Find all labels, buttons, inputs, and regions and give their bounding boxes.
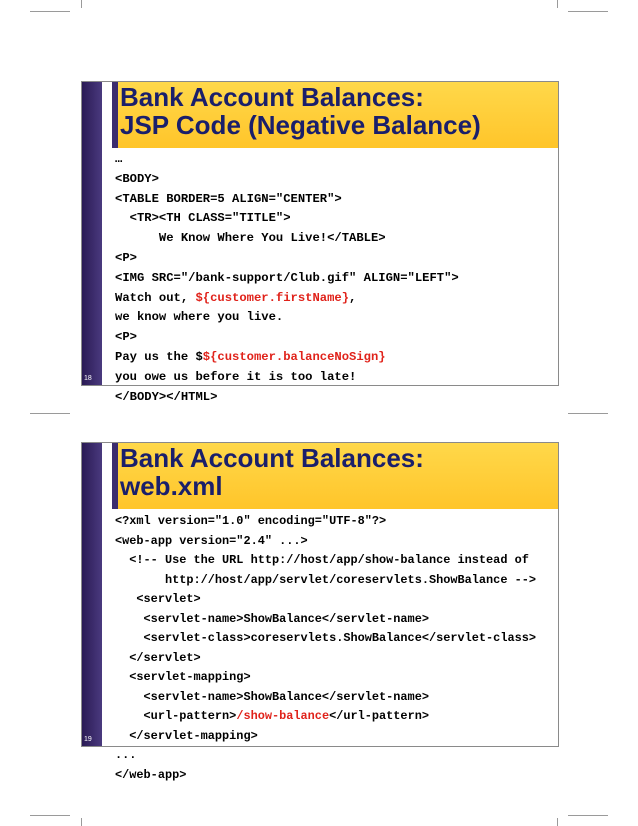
- code-line: We Know Where You Live!</TABLE>: [115, 231, 386, 246]
- banner-accent: [112, 82, 118, 148]
- crop-mark: [30, 413, 70, 414]
- slide-side-bar: [82, 82, 102, 385]
- code-line: </web-app>: [115, 767, 187, 782]
- slide-title-line-1: Bank Account Balances:: [120, 443, 424, 473]
- code-expression-highlight: ${customer.balanceNoSign}: [202, 349, 386, 364]
- code-line: </servlet-mapping>: [115, 728, 258, 743]
- code-text: </url-pattern>: [329, 709, 429, 723]
- code-block: [115, 150, 554, 407]
- code-line: http://host/app/servlet/coreservlets.ShowBalance -->: [115, 572, 536, 587]
- code-expression-highlight: /show-balance: [236, 709, 330, 723]
- crop-mark: [568, 11, 608, 12]
- code-line: <TABLE BORDER=5 ALIGN="CENTER">: [115, 191, 342, 206]
- code-line: [115, 707, 554, 727]
- title-banner: [112, 82, 558, 148]
- code-line: we know where you live.: [115, 310, 284, 325]
- crop-mark: [30, 11, 70, 12]
- code-line: <TR><TH CLASS="TITLE">: [115, 211, 291, 226]
- slide-title: [120, 83, 481, 139]
- slide-side-bar: [82, 443, 102, 746]
- slide-title: [120, 444, 424, 500]
- code-line: <BODY>: [115, 171, 159, 186]
- crop-mark: [81, 0, 82, 8]
- code-line: …: [115, 152, 123, 166]
- code-line: ...: [115, 748, 137, 762]
- code-line: [115, 348, 554, 368]
- code-line: <!-- Use the URL http://host/app/show-balance instead of: [115, 553, 529, 567]
- code-block: [115, 512, 554, 785]
- slide-title-line-2: web.xml: [120, 471, 223, 501]
- code-line: <IMG SRC="/bank-support/Club.gif" ALIGN="LEFT">: [115, 270, 459, 285]
- slide-title-line-2: JSP Code (Negative Balance): [120, 110, 481, 140]
- banner-accent: [112, 443, 118, 509]
- crop-mark: [568, 815, 608, 816]
- crop-mark: [81, 818, 82, 826]
- slide-number: 19: [84, 736, 92, 743]
- crop-mark: [30, 815, 70, 816]
- code-line: <servlet-class>coreservlets.ShowBalance</servlet-class>: [115, 631, 536, 645]
- slide-number: 18: [84, 375, 92, 382]
- code-line: <P>: [115, 250, 137, 265]
- code-text: Pay us the $: [115, 349, 203, 364]
- code-text: <url-pattern>: [115, 709, 237, 723]
- crop-mark: [557, 0, 558, 8]
- code-line: <?xml version="1.0" encoding="UTF-8"?>: [115, 514, 387, 528]
- code-line: </BODY></HTML>: [115, 389, 218, 404]
- code-line: <P>: [115, 330, 137, 345]
- title-banner: [112, 443, 558, 509]
- crop-mark: [557, 818, 558, 826]
- slide-19: [81, 442, 559, 782]
- code-line: <servlet>: [115, 592, 201, 606]
- crop-mark: [568, 413, 608, 414]
- code-line: you owe us before it is too late!: [115, 369, 357, 384]
- code-line: <servlet-mapping>: [115, 670, 251, 684]
- code-line: <servlet-name>ShowBalance</servlet-name>: [115, 689, 429, 704]
- code-text: ,: [349, 290, 357, 305]
- slide-title-line-1: Bank Account Balances:: [120, 82, 424, 112]
- code-line: <servlet-name>ShowBalance</servlet-name>: [115, 611, 429, 626]
- code-expression-highlight: ${customer.firstName}: [195, 290, 350, 305]
- code-line: <web-app version="2.4" ...>: [115, 533, 308, 548]
- code-line: [115, 289, 554, 309]
- code-line: </servlet>: [115, 650, 201, 665]
- code-text: Watch out,: [115, 290, 196, 305]
- slide-18: [81, 81, 559, 404]
